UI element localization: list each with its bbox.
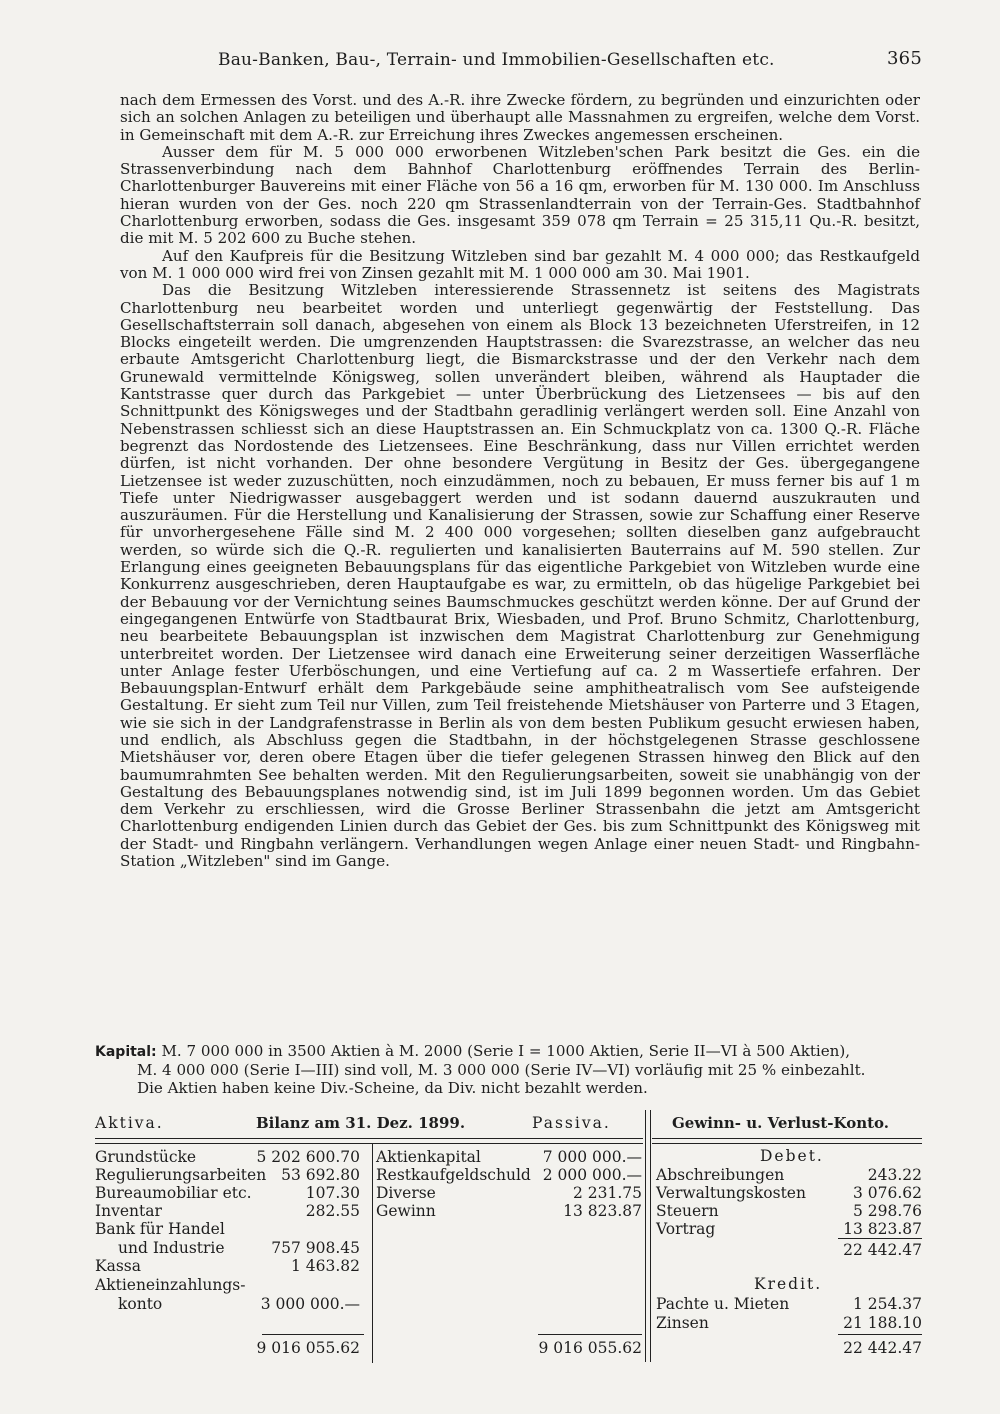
- paragraph: Ausser dem für M. 5 000 000 erworbenen Witzleben'schen Park besitzt die Ges. ein die Strassenverbindung nach dem Bahnhof Charlottenburg eröffnendes Terrain des Berlin-Charlottenburger Bauvereins mit einer Fläche von 56 a 16 qm, erworben für M. 130 000. Im Anschluss hieran wurden von der Ges. noch 220 qm Strassenlandterrain von der Terrain-Ges. Stadtbahnhof Charlottenburg erworben, sodass die Ges. insgesamt 359 078 qm Terrain = 25 315,11 Qu.-R. besitzt, die mit M. 5 202 600 zu Buche stehen.: [120, 142, 920, 248]
- sum-rule: [838, 1334, 922, 1335]
- passiva-total: 9 016 055.62: [538, 1339, 642, 1357]
- aktiva-item-label: konto: [118, 1295, 163, 1313]
- kredit-label: Kredit.: [754, 1275, 823, 1293]
- kapital-line: Die Aktien haben keine Div.-Scheine, da Div. nicht bezahlt werden.: [137, 1079, 648, 1098]
- aktiva-item-label: und Industrie: [118, 1239, 225, 1257]
- kapital-line: M. 7 000 000 in 3500 Aktien à M. 2000 (Serie I = 1000 Aktien, Serie II—VI à 500 Aktien),: [161, 1042, 851, 1060]
- paragraph: Auf den Kaufpreis für die Besitzung Witzleben sind bar gezahlt M. 4 000 000; das Restkaufgeld von M. 1 000 000 wird frei von Zinsen gezahlt mit M. 1 000 000 am 30. Mai 1901.: [120, 246, 920, 282]
- kapital-label: Kapital:: [95, 1044, 157, 1060]
- passiva-item-amount: 2 231.75: [572, 1184, 642, 1202]
- debet-item-amount: 13 823.87: [843, 1220, 922, 1238]
- passiva-item-amount: 7 000 000.—: [542, 1148, 642, 1166]
- aktiva-item-amount: 1 463.82: [290, 1257, 360, 1275]
- kredit-item-label: Pachte u. Mieten: [656, 1295, 790, 1313]
- kredit-item-label: Zinsen: [656, 1314, 709, 1332]
- aktiva-item-amount: 53 692.80: [281, 1166, 360, 1184]
- passiva-item-label: Restkaufgeldschuld: [376, 1166, 531, 1184]
- debet-item-label: Verwaltungskosten: [656, 1184, 806, 1202]
- rule: [652, 1138, 922, 1139]
- page-number: 365: [887, 48, 922, 69]
- passiva-item-label: Gewinn: [376, 1202, 436, 1220]
- debet-label: Debet.: [760, 1147, 824, 1165]
- rule: [652, 1143, 922, 1144]
- passiva-label: Passiva.: [532, 1114, 611, 1132]
- debet-item-amount: 5 298.76: [852, 1202, 922, 1220]
- aktiva-item-label: Inventar: [95, 1202, 162, 1220]
- aktiva-item-label: Bank für Handel: [95, 1220, 225, 1238]
- aktiva-label: Aktiva.: [95, 1114, 164, 1132]
- aktiva-item-amount: 282.55: [305, 1202, 360, 1220]
- debet-total: 22 442.47: [843, 1241, 922, 1259]
- debet-item-amount: 243.22: [867, 1166, 922, 1184]
- passiva-item-label: Diverse: [376, 1184, 436, 1202]
- kredit-total: 22 442.47: [843, 1339, 922, 1357]
- kredit-item-amount: 21 188.10: [843, 1314, 922, 1332]
- aktiva-item-label: Regulierungsarbeiten: [95, 1166, 267, 1184]
- running-title: Bau-Banken, Bau-, Terrain- und Immobilien-Gesellschaften etc.: [218, 50, 775, 70]
- sum-rule: [838, 1238, 922, 1239]
- kredit-item-amount: 1 254.37: [852, 1295, 922, 1313]
- aktiva-total: 9 016 055.62: [256, 1339, 360, 1357]
- passiva-item-label: Aktienkapital: [376, 1148, 481, 1166]
- aktiva-item-amount: 107.30: [305, 1184, 360, 1202]
- aktiva-item-label: Grundstücke: [95, 1148, 197, 1166]
- passiva-item-amount: 2 000 000.—: [542, 1166, 642, 1184]
- debet-item-label: Vortrag: [656, 1220, 716, 1238]
- guv-title: Gewinn- u. Verlust-Konto.: [672, 1114, 889, 1132]
- paragraph: Das die Besitzung Witzleben interessierende Strassennetz ist seitens des Magistrats Charlottenburg neu bearbeitet worden und unterliegt gegenwärtig der Feststellung. Das Gesellschaftsterrain soll danach, abgesehen von einem als Block 13 bezeichneten Uferstreifen, in 12 Blocks eingeteilt werden. Die umgrenzenden Hauptstrassen: die Svarezstrasse, an welcher das neu erbaute Amtsgericht Charlottenburg liegt, die Bismarckstrasse und der den Verkehr nach dem Grunewald vermittelnde Königsweg, sollen unverändert bleiben, während als Hauptader die Kantstrasse quer durch das Parkgebiet — unter Überbrückung des Lietzensees — bis auf den Schnittpunkt des Königsweges und der Stadtbahn geradlinig verlängert werden soll. Eine Anzahl von Nebenstrassen schliesst sich an diese Hauptstrassen an. Ein Schmuckplatz von ca. 1300 Q.-R. Fläche begrenzt das Nordostende des Lietzensees. Eine Beschränkung, dass nur Villen errichtet werden dürfen, ist nicht vorhanden. Der ohne besondere Vergütung in Besitz der Ges. übergegangene Lietzensee ist weder zuzuschütten, noch einzudämmen, noch zu bebauen, Er muss ferner bis auf 1 m Tiefe unter Niedrigwasser ausgebaggert werden und ist sodann dauernd auszukrauten und auszuräumen. Für die Herstellung und Kanalisierung der Strassen, sowie zur Schaffung einer Reserve für unvorhergesehene Fälle sind M. 2 400 000 vorgesehen; sollten dieselben ganz aufgebraucht werden, so würde sich die Q.-R. regulierten und kanalisierten Bauterrains auf M. 590 stellen. Zur Erlangung eines geeigneten Bebauungsplans für das eigentliche Parkgebiet von Witzleben wurde eine Konkurrenz ausgeschrieben, deren Hauptaufgabe es war, zu ermitteln, ob das hügelige Parkgebiet bei der Bebauung vor der Vernichtung seines Baumschmuckes geschützt werden könne. Der auf Grund der eingegangenen Entwürfe von Stadtbaurat Brix, Wiesbaden, und Prof. Bruno Schmitz, Charlottenburg, neu bearbeitete Bebauungsplan ist inzwischen dem Magistrat Charlottenburg zur Genehmigung unterbreitet worden. Der Lietzensee wird danach eine Erweiterung seiner derzeitigen Wasserfläche unter Anlage fester Uferböschungen, und eine Vertiefung auf ca. 2 m Wassertiefe erfahren. Der Bebauungsplan-Entwurf erhält dem Parkgebäude seine amphitheatralisch vom See aufsteigende Gestaltung. Er sieht zum Teil nur Villen, zum Teil freistehende Mietshäuser von Parterre und 3 Etagen, wie sie sich in der Landgrafenstrasse in Berlin als von dem besten Publikum gesucht erwiesen haben, und endlich, als Abschluss gegen die Stadtbahn, in der höchstgelegenen Strasse geschlossene Mietshäuser vor, deren obere Etagen über die tiefer gelegenen Strassen hinweg den Blick auf den baumumrahmten See behalten werden. Mit den Regulierungsarbeiten, soweit sie unabhängig von der Gestaltung des Bebauungsplanes notwendig sind, ist im Juli 1899 begonnen worden. Um das Gebiet dem Verkehr zu erschliessen, wird die Grosse Berliner Strassenbahn die jetzt am Amtsgericht Charlottenburg endigenden Linien durch das Gebiet der Ges. bis zum Schnittpunkt des Königsweg mit der Stadt- und Ringbahn verlängern. Verhandlungen wegen Anlage einer neuen Stadt- und Ringbahn-Station „Witzleben" sind im Gange.: [120, 281, 920, 871]
- aktiva-item-label: Bureaumobiliar etc.: [95, 1184, 252, 1202]
- aktiva-item-amount: 3 000 000.—: [260, 1295, 360, 1313]
- debet-item-label: Steuern: [656, 1202, 719, 1220]
- debet-item-label: Abschreibungen: [656, 1166, 785, 1184]
- bilanz-title: Bilanz am 31. Dez. 1899.: [256, 1114, 466, 1132]
- aktiva-item-amount: 5 202 600.70: [256, 1148, 360, 1166]
- passiva-item-amount: 13 823.87: [563, 1202, 642, 1220]
- paragraph: nach dem Ermessen des Vorst. und des A.-R. ihre Zwecke fördern, zu begründen und einzurichten oder sich an solchen Anlagen zu beteiligen und überhaupt alle Massnahmen zu ergreifen, welche dem Vorst. in Gemeinschaft mit dem A.-R. zur Erreichung ihres Zweckes angemessen erscheinen.: [120, 91, 920, 144]
- aktiva-item-label: Kassa: [95, 1257, 141, 1275]
- kapital-line: M. 4 000 000 (Serie I—III) sind voll, M. 3 000 000 (Serie IV—VI) vorläufig mit 25 % einbezahlt.: [137, 1061, 866, 1080]
- aktiva-item-amount: 757 908.45: [271, 1239, 360, 1257]
- aktiva-item-label: Aktieneinzahlungs-: [95, 1276, 246, 1294]
- debet-item-amount: 3 076.62: [852, 1184, 922, 1202]
